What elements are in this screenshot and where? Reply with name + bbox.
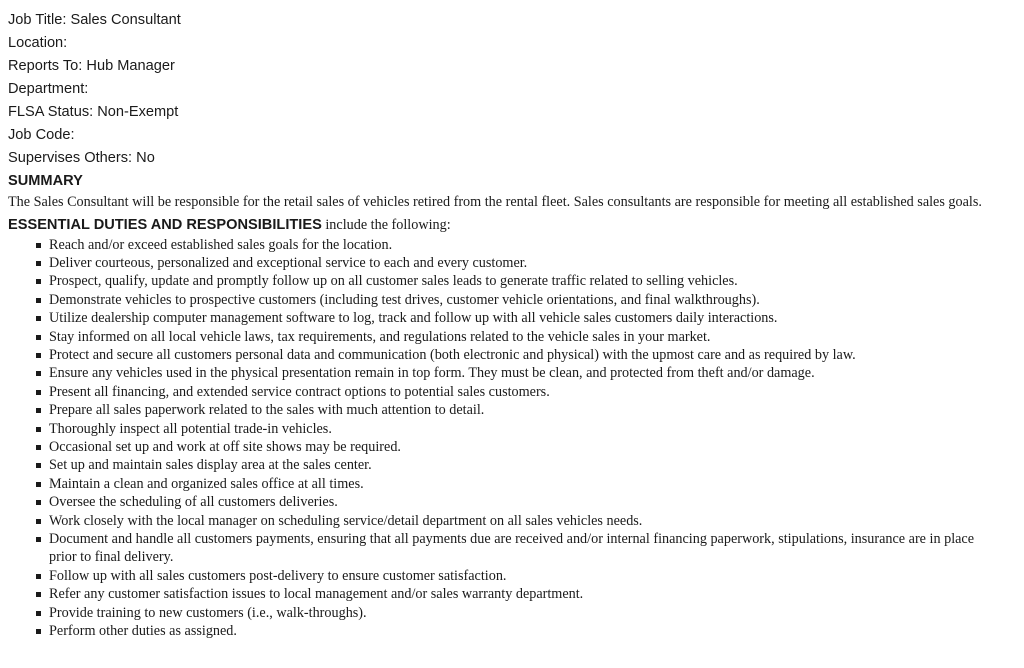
list-item bbox=[49, 272, 1024, 290]
square-bullet-icon bbox=[36, 335, 41, 340]
duty-text: Refer any customer satisfaction issues to local management and/or sales warranty department. bbox=[49, 586, 584, 603]
list-item bbox=[49, 328, 1024, 346]
duty-text: Maintain a clean and organized sales office at all times. bbox=[49, 475, 364, 492]
duty-text: Provide training to new customers (i.e., walk-throughs). bbox=[49, 604, 367, 621]
square-bullet-icon bbox=[36, 390, 41, 395]
list-item bbox=[49, 475, 1024, 493]
list-item bbox=[49, 438, 1024, 456]
duty-text: Set up and maintain sales display area at the sales center. bbox=[49, 457, 372, 474]
list-item bbox=[49, 254, 1024, 272]
list-item bbox=[49, 364, 1024, 382]
duty-text: Thoroughly inspect all potential trade-in vehicles. bbox=[49, 420, 332, 437]
square-bullet-icon bbox=[36, 629, 41, 634]
square-bullet-icon bbox=[36, 261, 41, 266]
square-bullet-icon bbox=[36, 243, 41, 248]
square-bullet-icon bbox=[36, 574, 41, 579]
square-bullet-icon bbox=[36, 611, 41, 616]
square-bullet-icon bbox=[36, 316, 41, 321]
list-item bbox=[49, 585, 1024, 603]
duty-text: Work closely with the local manager on scheduling service/detail department on all sales vehicles needs. bbox=[49, 512, 643, 529]
list-item bbox=[49, 236, 1024, 254]
square-bullet-icon bbox=[36, 482, 41, 487]
duty-text: Prepare all sales paperwork related to the sales with much attention to detail. bbox=[49, 402, 485, 419]
location-line: Location: bbox=[8, 35, 68, 51]
flsa-status-line: FLSA Status: Non-Exempt bbox=[8, 104, 179, 120]
duty-text: Document and handle all customers payments, ensuring that all payments due are received and/or internal financing paperwork, stipulations, insurance are in place prior to final delivery. bbox=[49, 531, 975, 566]
list-item bbox=[49, 604, 1024, 622]
square-bullet-icon bbox=[36, 279, 41, 284]
square-bullet-icon bbox=[36, 408, 41, 413]
duty-text: Ensure any vehicles used in the physical presentation remain in top form. They must be clean, and protected from theft and/or damage. bbox=[49, 365, 815, 382]
duty-text: Present all financing, and extended service contract options to potential sales customers. bbox=[49, 383, 550, 400]
list-item bbox=[49, 622, 1024, 640]
square-bullet-icon bbox=[36, 592, 41, 597]
square-bullet-icon bbox=[36, 445, 41, 450]
square-bullet-icon bbox=[36, 298, 41, 303]
square-bullet-icon bbox=[36, 353, 41, 358]
duties-list bbox=[8, 236, 1024, 641]
duty-text: Protect and secure all customers personal data and communication (both electronic and physical) with the upmost care and as required by law. bbox=[49, 346, 856, 363]
duty-text: Oversee the scheduling of all customers deliveries. bbox=[49, 494, 338, 511]
duty-text: Reach and/or exceed established sales goals for the location. bbox=[49, 236, 393, 253]
list-item bbox=[49, 420, 1024, 438]
supervises-others-line: Supervises Others: No bbox=[8, 150, 155, 166]
summary-heading: SUMMARY bbox=[8, 173, 83, 189]
square-bullet-icon bbox=[36, 371, 41, 376]
list-item bbox=[49, 401, 1024, 419]
list-item bbox=[49, 530, 1024, 567]
list-item bbox=[49, 291, 1024, 309]
duty-text: Follow up with all sales customers post-delivery to ensure customer satisfaction. bbox=[49, 567, 507, 584]
job-meta-section bbox=[8, 9, 1024, 170]
list-item bbox=[49, 512, 1024, 530]
duty-text: Prospect, qualify, update and promptly follow up on all customer sales leads to generate traffic related to selling vehicles. bbox=[49, 273, 738, 290]
duty-text: Stay informed on all local vehicle laws, tax requirements, and regulations related to the vehicle sales in your market. bbox=[49, 328, 711, 345]
list-item bbox=[49, 493, 1024, 511]
job-title-line: Job Title: Sales Consultant bbox=[8, 12, 181, 28]
summary-text: The Sales Consultant will be responsible for the retail sales of vehicles retired from the rental fleet. Sales consultants are responsible for meeting all established sales goals. bbox=[8, 194, 982, 210]
square-bullet-icon bbox=[36, 500, 41, 505]
duties-section bbox=[8, 214, 1024, 641]
duties-heading-line bbox=[8, 214, 1024, 236]
reports-to-line: Reports To: Hub Manager bbox=[8, 58, 175, 74]
duty-text: Utilize dealership computer management software to log, track and follow up with all vehicle sales customers daily interactions. bbox=[49, 310, 778, 327]
list-item bbox=[49, 456, 1024, 474]
list-item bbox=[49, 346, 1024, 364]
duties-heading-suffix: include the following: bbox=[321, 216, 451, 233]
square-bullet-icon bbox=[36, 537, 41, 542]
summary-section bbox=[8, 170, 1024, 212]
list-item bbox=[49, 567, 1024, 585]
duty-text: Perform other duties as assigned. bbox=[49, 623, 237, 640]
duty-text: Demonstrate vehicles to prospective customers (including test drives, customer vehicle orientations, and final walkthroughs). bbox=[49, 291, 760, 308]
list-item bbox=[49, 383, 1024, 401]
duties-heading: ESSENTIAL DUTIES AND RESPONSIBILITIES bbox=[8, 216, 322, 233]
square-bullet-icon bbox=[36, 519, 41, 524]
department-line: Department: bbox=[8, 81, 89, 97]
square-bullet-icon bbox=[36, 427, 41, 432]
duty-text: Deliver courteous, personalized and exceptional service to each and every customer. bbox=[49, 254, 528, 271]
list-item bbox=[49, 309, 1024, 327]
duty-text: Occasional set up and work at off site shows may be required. bbox=[49, 438, 401, 455]
job-code-line: Job Code: bbox=[8, 127, 75, 143]
square-bullet-icon bbox=[36, 463, 41, 468]
